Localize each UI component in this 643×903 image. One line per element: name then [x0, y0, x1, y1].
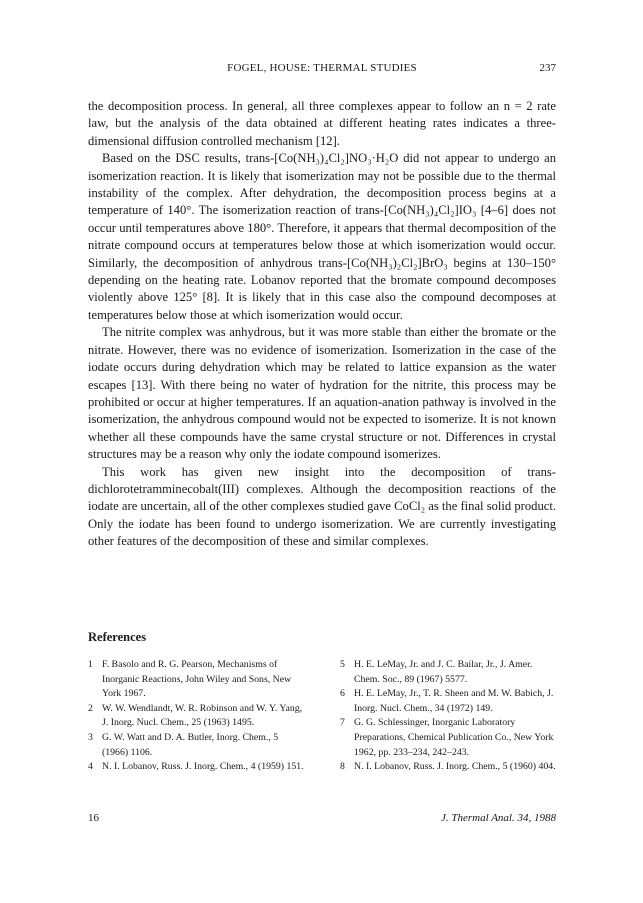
running-title: FOGEL, HOUSE: THERMAL STUDIES — [227, 62, 417, 74]
journal-citation: J. Thermal Anal. 34, 1988 — [441, 812, 556, 824]
reference-item — [340, 760, 556, 775]
paragraph-3: The nitrite complex was anhydrous, but it was more stable than either the bromate or the nitrate. However, there was no evidence of isomerization. Isomerization in the case of the iodate occurs during dehydration which may be related to lattice expansion as the water escapes [13]. With there being no water of hydration for the nitrite, this process may be prohibited or occur at higher temperatures. If an aquation-anation pathway is involved in the isomerization, the anhydrous compound would not be expected to isomerize. It is not known whether all these compounds have the same crystal structure or not. Differences in crystal structures may be a reason why only the iodate compound isomerizes. — [88, 325, 556, 462]
reference-item — [88, 731, 304, 760]
paragraph-1: the decomposition process. In general, all three complexes appear to follow an n = 2 rate law, but the analysis of the data obtained at different heating rates indicates a three-dimensional diffusion controlled mechanism [12]. — [88, 99, 556, 148]
article-body — [88, 98, 556, 551]
reference-text: N. I. Lobanov, Russ. J. Inorg. Chem., 5 (1960) 404. — [354, 761, 556, 773]
reference-item — [340, 658, 556, 687]
reference-number: 6 — [340, 688, 345, 700]
reference-number: 7 — [340, 717, 345, 729]
reference-number: 5 — [340, 659, 345, 670]
reference-item — [88, 760, 304, 775]
reference-list — [88, 658, 556, 775]
paragraph-4: This work has given new insight into the decomposition of trans-dichlorotetramminecobalt(III) complexes. Although the decomposition reactions of the iodate are uncertain, all of the other complexes studied gave CoCl₂ as the final solid product. Only the iodate has been found to undergo isomerization. We are currently investigating other features of the decomposition of these and similar complexes. — [88, 464, 556, 549]
page-footer — [88, 812, 556, 828]
reference-text: W. W. Wendlandt, W. R. Robinson and W. Y. Yang, J. Inorg. Nucl. Chem., 25 (1963) 1495. — [102, 702, 303, 729]
reference-number: 1 — [88, 659, 93, 670]
reference-text: H. E. LeMay, Jr., T. R. Sheen and M. W. Babich, J. Inorg. Nucl. Chem., 34 (1972) 149. — [354, 688, 554, 714]
reference-text: H. E. LeMay, Jr. and J. C. Bailar, Jr., J. Amer. Chem. Soc., 89 (1967) 5577. — [354, 659, 533, 685]
reference-item — [340, 716, 556, 760]
paragraph-2: Based on the DSC results, trans-[Co(NH₃)₄Cl₂]NO₃·H₂O did not appear to undergo an isomerization reaction. It is likely that isomerization may not be possible due to the thermal instability of the complex. After dehydration, the decomposition process begins at a temperature of 140°. The isomerization reaction of trans-[Co(NH₃)₄Cl₂]IO₃ [4–6] does not occur until temperatures above 180°. Therefore, it appears that thermal decomposition of the nitrate compound occurs at temperatures below those at which isomerization would occur. Similarly, the decomposition of anhydrous trans-[Co(NH₃)₂Cl₂]BrO₃ begins at 130–150° depending on the heating rate. Lobanov reported that the bromate compound decomposes violently above 125° [8]. It is likely that in this case also the compound decomposes at temperatures below those at which isomerization would occur. — [88, 151, 556, 322]
reference-number: 3 — [88, 731, 93, 743]
reference-item — [88, 658, 304, 702]
reference-item — [340, 687, 556, 716]
reference-text: F. Basolo and R. G. Pearson, Mechanisms of Inorganic Reactions, John Wiley and Sons, New York 1967. — [102, 659, 292, 700]
reference-number: 4 — [88, 761, 93, 773]
reference-item — [88, 702, 304, 731]
reference-column-right — [340, 658, 556, 775]
reference-number: 2 — [88, 702, 93, 714]
header-page-number: 237 — [539, 62, 556, 74]
references-heading: References — [88, 630, 147, 644]
reference-text: G. G. Schlessinger, Inorganic Laboratory Preparations, Chemical Publication Co., New York 1962, pp. 233–234, 242–243. — [354, 717, 554, 758]
reference-text: G. W. Watt and D. A. Butler, Inorg. Chem., 5 (1966) 1106. — [102, 731, 279, 758]
reference-column-left — [88, 658, 304, 775]
running-header — [88, 62, 556, 78]
reference-text: N. I. Lobanov, Russ. J. Inorg. Chem., 4 (1959) 151. — [102, 761, 304, 773]
footer-page-number: 16 — [88, 812, 99, 824]
reference-number: 8 — [340, 761, 345, 773]
